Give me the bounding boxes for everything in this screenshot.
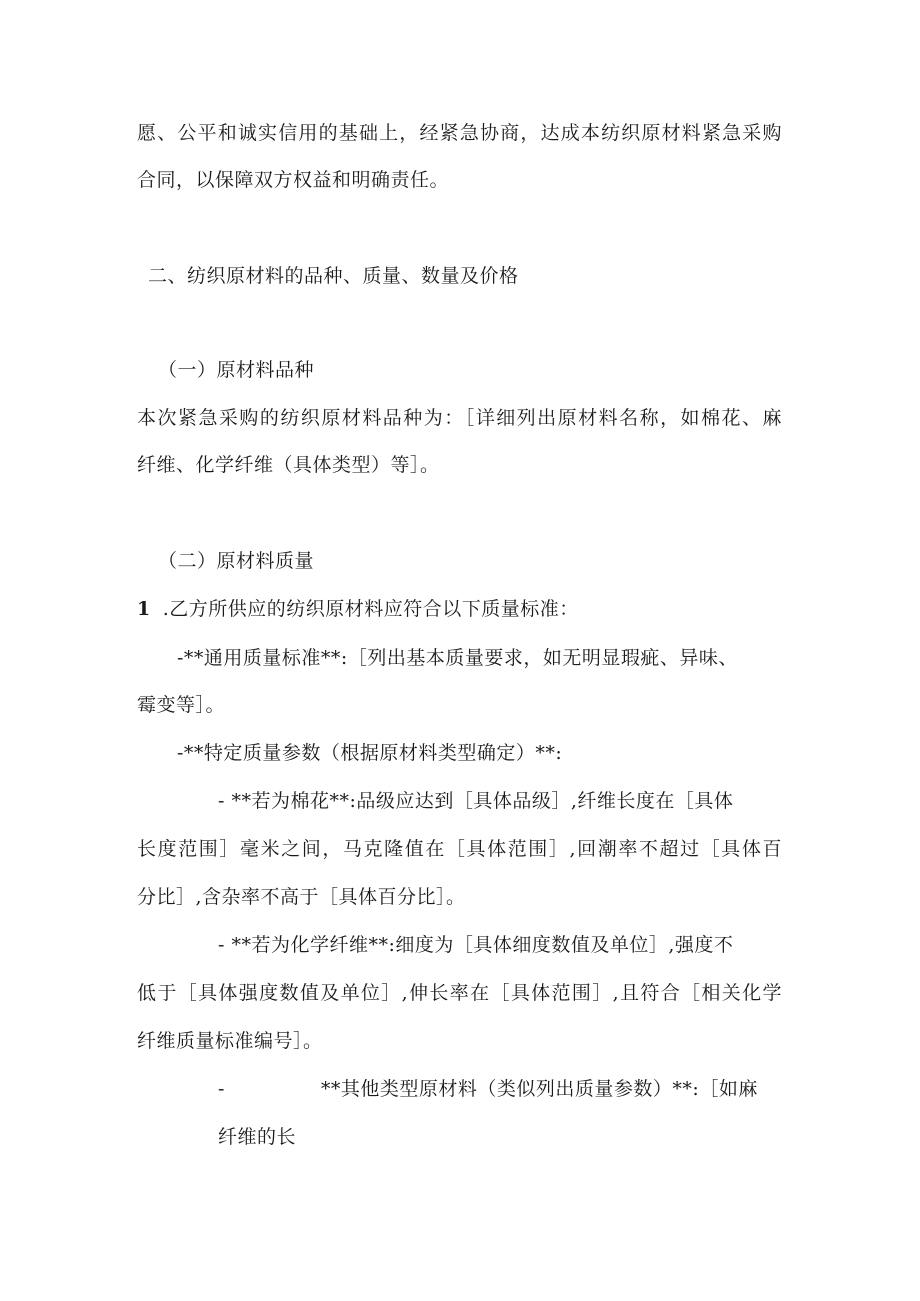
item-1 (137, 596, 579, 622)
chemical-fiber-line-1: - **若为化学纤维**:细度为［具体细度数值及单位］,强度不 (218, 934, 734, 956)
cotton-line-1: - **若为棉花**:品级应达到［具体品级］,纤维长度在［具体 (218, 790, 734, 812)
specific-quality-heading: -**特定质量参数（根据原材料类型确定）**: (177, 742, 563, 764)
section-2-heading: 二、纺织原材料的品种、质量、数量及价格 (148, 265, 519, 287)
paragraph-intro-line-1: 愿、公平和诚实信用的基础上，经紧急协商，达成本纺织原材料紧急采购 (137, 122, 782, 144)
chemical-fiber-line-3: 纤维质量标准编号］。 (137, 1030, 323, 1052)
other-materials-line-1 (218, 1076, 758, 1102)
subsection-2-heading: （二）原材料质量 (158, 550, 315, 572)
paragraph-intro-line-2: 合同，以保障双方权益和明确责任。 (137, 169, 450, 191)
cotton-line-2: 长度范围］毫米之间，马克隆值在［具体范围］,回潮率不超过［具体百 (137, 838, 782, 860)
other-materials-text: **其他类型原材料（类似列出质量参数）**:［如麻 (320, 1078, 758, 1100)
cotton-line-3: 分比］,含杂率不高于［具体百分比］。 (137, 886, 466, 908)
general-quality-line-2: 霉变等］。 (137, 694, 226, 716)
other-materials-line-2: 纤维的长 (218, 1126, 297, 1148)
chemical-fiber-line-2: 低于［具体强度数值及单位］,伸长率在［具体范围］,且符合［相关化学 (137, 982, 782, 1004)
general-quality-line-1: -**通用质量标准**:［列出基本质量要求，如无明显瑕疵、异味、 (177, 647, 738, 669)
item-1-number: 1 (137, 598, 151, 620)
subsection-1-heading: （一）原材料品种 (158, 359, 315, 381)
paragraph-variety-line-1: 本次紧急采购的纺织原材料品种为：［详细列出原材料名称，如棉花、麻 (137, 407, 782, 429)
item-1-text: .乙方所供应的纺织原材料应符合以下质量标准： (162, 598, 579, 620)
other-materials-dash: - (218, 1078, 225, 1100)
paragraph-variety-line-2: 纤维、化学纤维（具体类型）等］。 (137, 454, 440, 476)
